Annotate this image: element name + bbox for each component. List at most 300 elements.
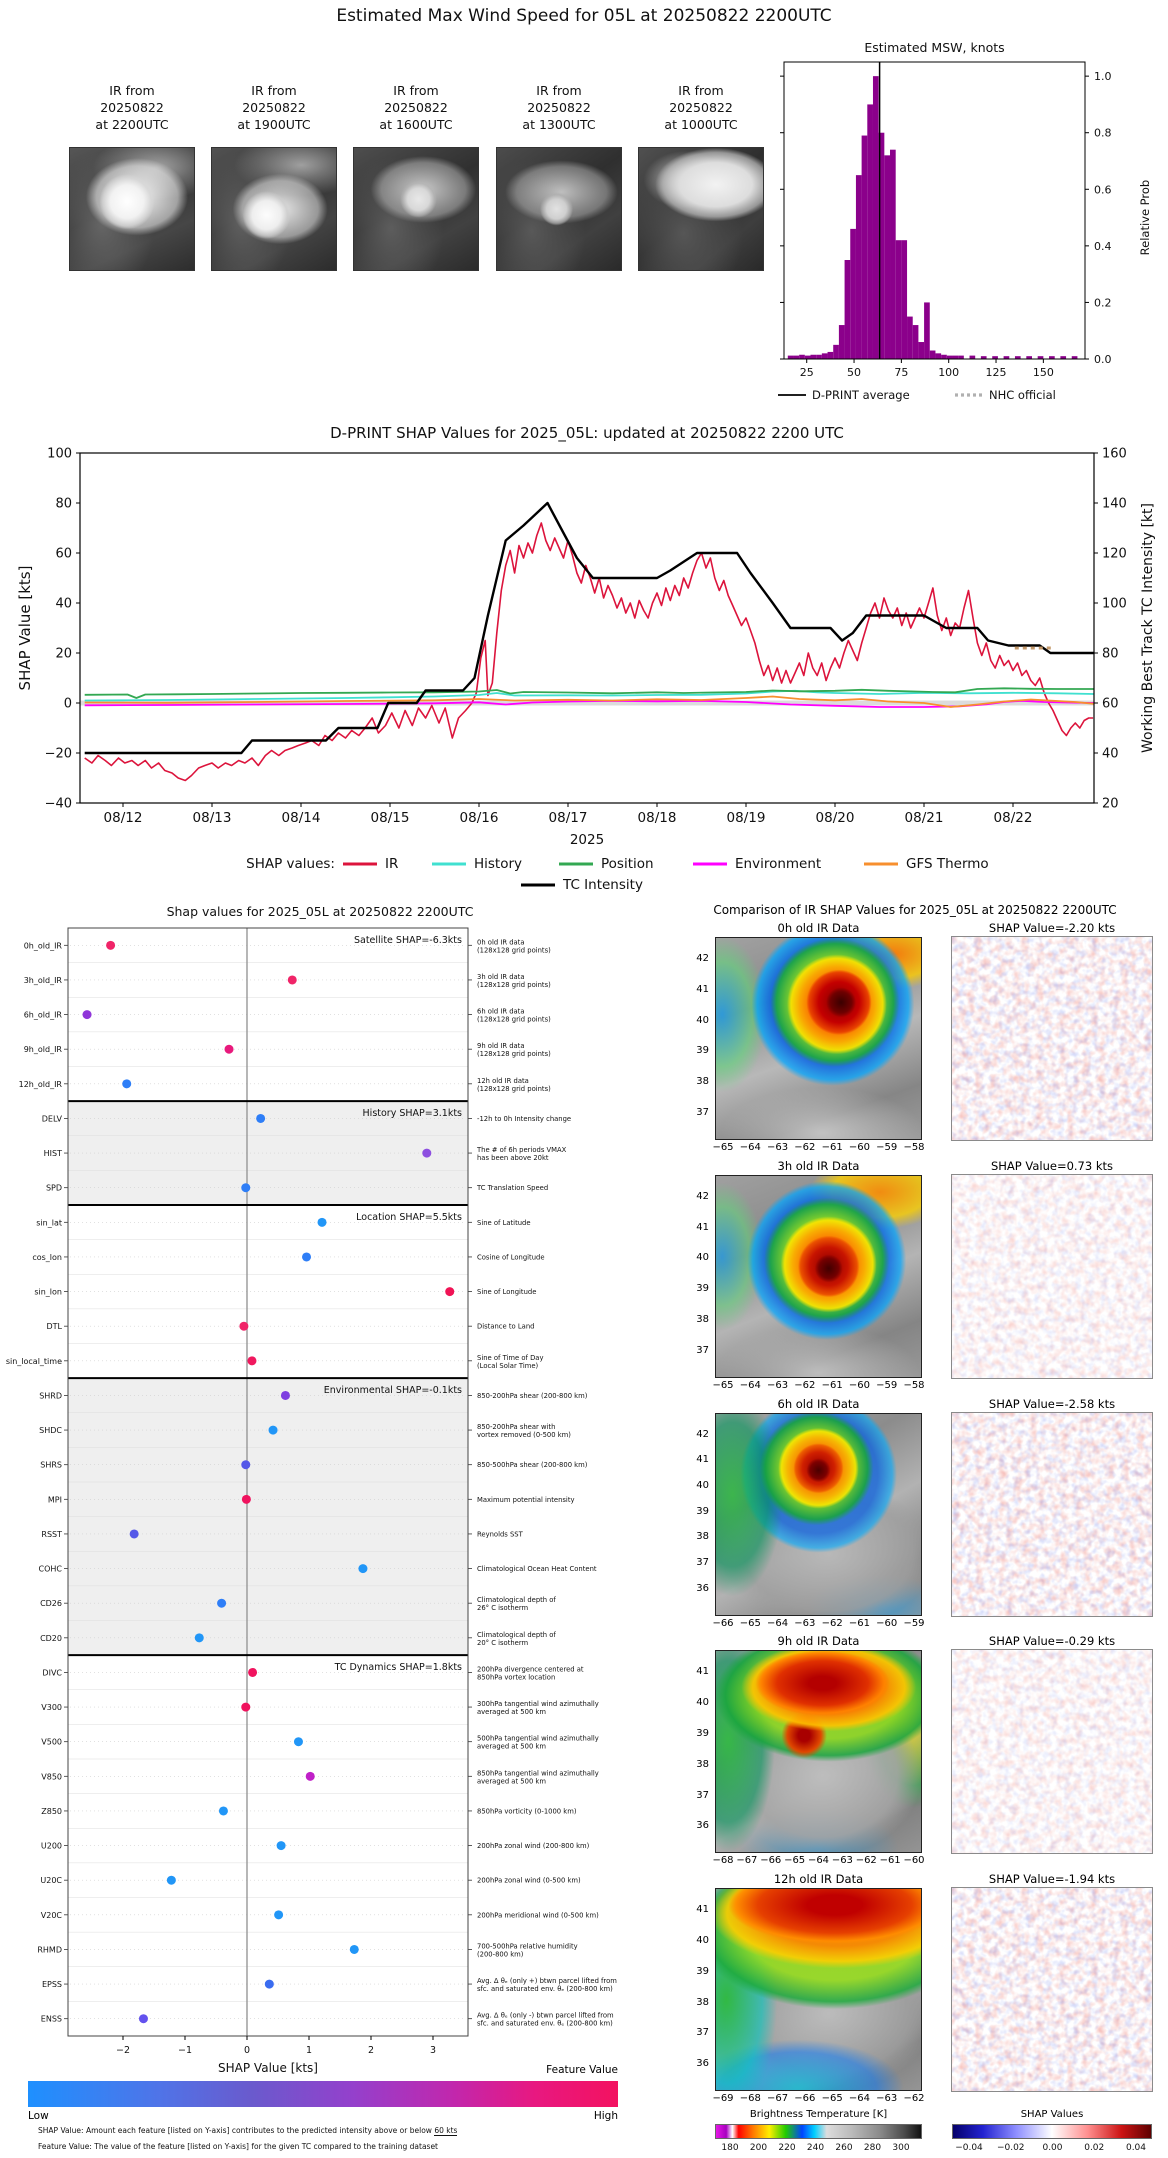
feature-description: Sine of Longitude	[477, 1288, 537, 1297]
feature-label: CD26	[40, 1599, 62, 1609]
feature-description: 300hPa tangential wind azimuthally averaged at 500 km	[477, 1700, 599, 1717]
feature-description: Reynolds SST	[477, 1530, 523, 1539]
shap-colorbar-label: SHAP Values	[1020, 2109, 1084, 2120]
left-tick-label: 80	[55, 496, 72, 512]
histogram-bar	[873, 76, 879, 359]
shap-map-title: SHAP Value=-0.29 kts	[988, 1634, 1116, 1649]
right-tick-label: 60	[1102, 696, 1119, 712]
shap-dot-V500	[294, 1737, 303, 1746]
ir-map-title: 3h old IR Data	[777, 1158, 860, 1173]
feature-label: sin_lon	[34, 1287, 62, 1297]
shap-map	[952, 1888, 1152, 2091]
lat-tick-label: 40	[696, 1014, 709, 1026]
lat-tick-label: 39	[696, 1505, 709, 1517]
histogram-bar	[816, 355, 822, 359]
feature-description: 6h old IR data (128x128 grid points)	[477, 1007, 551, 1024]
feature-label: RSST	[41, 1529, 62, 1539]
feature-description: 200hPa zonal wind (200-800 km)	[477, 1842, 590, 1851]
feature-description: Climatological depth of 26° C isotherm	[477, 1596, 556, 1613]
shap-dot-ENSS	[139, 2014, 148, 2023]
blue-noise	[952, 1888, 1152, 2091]
section-header: Satellite SHAP=-6.3kts	[353, 935, 462, 946]
blue-noise	[952, 1175, 1152, 1378]
histogram-bar	[958, 356, 964, 359]
feature-label: DTL	[46, 1322, 62, 1332]
lon-tick-label: −64	[739, 1379, 761, 1391]
ir-thumbnail-label-line: at 1000UTC	[664, 117, 738, 132]
timeseries-title: D-PRINT SHAP Values for 2025_05L: updated at 20250822 2200 UTC	[330, 424, 844, 442]
colorbar-low-label: Low	[28, 2110, 49, 2122]
lon-tick-label: −69	[712, 2093, 734, 2105]
x-tick-label: 2	[367, 2045, 375, 2056]
ir-map-title: 9h old IR Data	[777, 1634, 860, 1649]
shap-dot-COHC	[358, 1564, 367, 1573]
lon-tick-label: −61	[821, 1142, 843, 1153]
feature-label: V500	[41, 1737, 62, 1747]
shap-dot-SPD	[241, 1183, 250, 1192]
shap-noise-field	[952, 1650, 1152, 1853]
histogram-bar	[799, 355, 805, 359]
shap-dot-Z850	[219, 1806, 228, 1815]
series-line-TC-Intensity	[85, 503, 1096, 753]
histogram-bar	[805, 356, 811, 359]
shap-map	[952, 1175, 1152, 1378]
y-tick-label: 0.2	[1094, 296, 1112, 310]
ir-thumbnail-label-line: 20250822	[527, 100, 591, 115]
x-tick-label: −2	[115, 2045, 131, 2056]
lat-tick-label: 36	[696, 1582, 709, 1594]
colorbar-high-label: High	[593, 2110, 618, 2122]
lon-tick-label: −65	[712, 1142, 734, 1153]
legend-label-GFS-Thermo: GFS Thermo	[906, 856, 989, 872]
histogram-bar	[970, 356, 976, 359]
x-tick-label: 08/17	[548, 810, 588, 826]
lat-tick-label: 37	[696, 1107, 709, 1118]
ir-thumbnail-label-line: 20250822	[242, 100, 306, 115]
section-header: History SHAP=3.1kts	[362, 1108, 462, 1120]
histogram-bar	[839, 325, 845, 359]
ir-map	[715, 1650, 922, 1853]
ir-map	[715, 1175, 922, 1378]
shap-colorbar-tick: −0.04	[955, 2143, 983, 2153]
x-tick-label: 08/19	[726, 810, 766, 826]
feature-description: Cosine of Longitude	[477, 1253, 545, 1262]
shap-colorbar-tick: 0.00	[1042, 2143, 1063, 2153]
feature-label: ENSS	[40, 2014, 62, 2024]
lon-tick-label: −65	[784, 1855, 806, 1867]
histogram-bar	[935, 353, 941, 359]
noise-group	[952, 1888, 1152, 2091]
ir-thumbnail-label-line: IR from	[251, 83, 297, 98]
lon-tick-label: −64	[807, 1855, 830, 1867]
lon-tick-label: −60	[848, 1142, 870, 1153]
lat-tick-label: 42	[696, 1428, 709, 1440]
series-line-IR	[85, 523, 1093, 781]
lat-tick-label: 37	[696, 1344, 709, 1356]
shap-dot-DTL	[239, 1322, 248, 1331]
shap-dot-CD26	[217, 1599, 226, 1608]
lon-tick-label: −62	[794, 1379, 816, 1391]
lon-tick-label: −64	[739, 1142, 761, 1153]
shap-map-title: SHAP Value=0.73 kts	[990, 1158, 1114, 1173]
ir-map	[715, 1413, 922, 1616]
histogram-bar	[867, 104, 873, 359]
feature-description: -12h to 0h Intensity change	[477, 1114, 572, 1123]
lon-tick-label: −65	[821, 2093, 843, 2105]
bt-colorbar-tick: 220	[778, 2143, 796, 2153]
y-axis-label: Relative Prob	[1138, 179, 1152, 256]
lat-tick-label: 38	[696, 1996, 709, 2008]
feature-label: COHC	[38, 1564, 62, 1574]
right-tick-label: 120	[1102, 546, 1127, 562]
shap-noise-field	[952, 1175, 1152, 1378]
x-tick-label: 100	[938, 366, 960, 379]
feature-label: DIVC	[42, 1668, 62, 1678]
histogram-bar	[941, 355, 947, 359]
feature-label: CD20	[40, 1633, 62, 1643]
left-tick-label: 20	[55, 646, 72, 662]
y-tick-label: 0.6	[1094, 183, 1112, 197]
shap-dot-sin_local_time	[247, 1356, 256, 1365]
legend-label-History: History	[474, 856, 523, 872]
y-tick-label: 0.0	[1094, 353, 1112, 366]
shap-dot-HIST	[422, 1149, 431, 1158]
lon-tick-label: −60	[848, 1379, 870, 1391]
x-tick-label: 08/14	[281, 810, 321, 826]
lon-tick-label: −68	[739, 2093, 761, 2105]
bt-colorbar-label: Brightness Temperature [K]	[749, 2109, 888, 2120]
histogram-bar	[793, 356, 799, 359]
x-axis-label: SHAP Value [kts]	[218, 2061, 318, 2075]
feature-description: 200hPa meridional wind (0-500 km)	[477, 1911, 599, 1920]
shap-dot-RHMD	[350, 1945, 359, 1954]
lon-tick-label: −62	[903, 2093, 925, 2105]
lat-tick-label: 39	[696, 1728, 709, 1739]
histogram-bar	[822, 353, 828, 359]
lon-tick-label: −63	[767, 1379, 789, 1391]
lon-tick-label: −61	[879, 1855, 901, 1867]
lat-tick-label: 41	[696, 983, 709, 995]
lon-tick-label: −59	[876, 1142, 898, 1153]
left-tick-label: 40	[55, 596, 72, 612]
feature-label: SHRD	[39, 1391, 62, 1401]
lon-tick-label: −60	[876, 1617, 898, 1629]
footnote-shap-value: SHAP Value: Amount each feature [listed on Y-axis] contributes to the predicted intensity above or below 60 kts	[38, 2126, 458, 2135]
ir-thumbnail-image	[69, 147, 195, 271]
ir-thumbnail-label	[211, 82, 337, 133]
x-tick-label: 08/13	[192, 810, 232, 826]
histogram-bar	[884, 155, 890, 359]
x-axis-label: 2025	[569, 832, 605, 848]
lat-tick-label: 42	[696, 953, 709, 964]
shap-dot-SHDC	[269, 1426, 278, 1435]
bt-colorbar-tick: 280	[863, 2143, 882, 2153]
shap-dot-3h_old_IR	[288, 975, 297, 984]
ir-thumbnail-label-line: at 1300UTC	[522, 117, 596, 132]
lat-tick-label: 38	[696, 1314, 709, 1325]
shap-dot-U20C	[167, 1876, 176, 1885]
histogram-bar	[845, 260, 851, 359]
feature-description: 200hPa zonal wind (0-500 km)	[477, 1876, 581, 1885]
feature-label: HIST	[43, 1149, 62, 1159]
x-tick-label: −1	[177, 2045, 193, 2056]
feature-label: 0h_old_IR	[23, 941, 62, 951]
lat-tick-label: 39	[696, 1283, 709, 1295]
feature-description: Maximum potential intensity	[477, 1495, 575, 1504]
shap-dot-V850	[306, 1772, 315, 1781]
shap-dot-V20C	[274, 1910, 283, 1919]
histogram-bar	[811, 355, 817, 359]
noise-group	[952, 937, 1152, 1140]
ir-thumbnail-label	[69, 82, 195, 133]
lat-tick-label: 41	[696, 1666, 709, 1678]
right-axis-label: Working Best Track TC Intensity [kt]	[1140, 503, 1156, 753]
lon-tick-label: −68	[712, 1855, 734, 1867]
right-tick-label: 20	[1102, 796, 1119, 812]
ir-map-title: 0h old IR Data	[777, 921, 860, 935]
ir-map-title: 12h old IR Data	[773, 1872, 864, 1887]
feature-description: 500hPa tangential wind azimuthally averaged at 500 km	[477, 1734, 599, 1751]
feature-description: Sine of Latitude	[477, 1218, 531, 1227]
lat-tick-label: 40	[696, 1697, 709, 1709]
lon-tick-label: −61	[848, 1617, 870, 1629]
feature-description: 9h old IR data (128x128 grid points)	[477, 1042, 551, 1059]
ir-thumbnail-label-line: at 1900UTC	[237, 117, 311, 132]
y-tick-label: 0.8	[1094, 126, 1112, 140]
right-tick-label: 80	[1102, 646, 1119, 662]
lon-tick-label: −64	[848, 2093, 870, 2105]
feature-description: 200hPa divergence centered at 850hPa vortex location	[477, 1665, 584, 1682]
lat-tick-label: 41	[696, 1454, 709, 1466]
feature-label: RHMD	[37, 1945, 62, 1955]
noise-group	[952, 1413, 1152, 1616]
lon-tick-label: −59	[876, 1379, 898, 1391]
lon-tick-label: −67	[736, 1855, 758, 1867]
lon-tick-label: −65	[712, 1379, 734, 1391]
lat-tick-label: 42	[696, 1190, 709, 1202]
y-tick-label: 0.4	[1094, 239, 1112, 253]
ir-thumbnail-label	[496, 82, 622, 133]
shap-dot-CD20	[195, 1633, 204, 1642]
x-tick-label: 25	[799, 366, 814, 379]
lat-tick-label: 38	[696, 1076, 709, 1088]
lat-tick-label: 36	[696, 2058, 709, 2070]
ir-thumbnail-label-line: IR from	[393, 83, 439, 98]
x-tick-label: 50	[847, 366, 862, 379]
lat-tick-label: 41	[696, 1221, 709, 1233]
histogram-bar	[930, 351, 936, 359]
shap-dot-0h_old_IR	[106, 941, 115, 950]
shap-noise-field	[952, 1413, 1152, 1616]
feature-label: MPI	[47, 1495, 62, 1505]
lon-tick-label: −62	[821, 1617, 843, 1629]
lon-tick-label: −58	[903, 1142, 925, 1153]
feature-value-colorbar-label: Feature Value	[546, 2064, 618, 2076]
left-tick-label: −40	[44, 796, 72, 812]
feature-description: 3h old IR data (128x128 grid points)	[477, 972, 551, 989]
ir-thumbnail-label-line: at 2200UTC	[95, 117, 169, 132]
shap-dot-SHRS	[241, 1460, 250, 1469]
x-tick-label: 08/20	[815, 810, 855, 826]
histogram-bar	[952, 356, 958, 359]
legend-label-nhc: NHC official	[989, 388, 1056, 402]
x-tick-label: 125	[985, 366, 1007, 379]
shap-dot-U200	[277, 1841, 286, 1850]
lat-tick-label: 39	[696, 1965, 709, 1977]
lon-tick-label: −66	[794, 2093, 816, 2105]
feature-description: 850-500hPa shear (200-800 km)	[477, 1461, 588, 1470]
lon-tick-label: −63	[876, 2093, 898, 2105]
lat-tick-label: 37	[696, 1789, 709, 1801]
shap-colorbar-tick: −0.02	[996, 2143, 1025, 2153]
feature-description: 850-200hPa shear (200-800 km)	[477, 1391, 588, 1400]
shap-dot-EPSS	[265, 1980, 274, 1989]
legend-label-TC-Intensity: TC Intensity	[563, 877, 643, 892]
feature-label: EPSS	[41, 1980, 62, 1990]
lon-tick-label: −65	[739, 1617, 761, 1629]
histogram-bar	[890, 150, 896, 359]
blue-noise	[952, 937, 1152, 1140]
feature-description: 0h old IR data (128x128 grid points)	[477, 938, 551, 955]
lat-tick-label: 41	[696, 1904, 709, 1916]
ir-thumbnail-label	[353, 82, 479, 133]
bt-colorbar-tick: 240	[806, 2143, 825, 2153]
shap-dotplot	[0, 900, 660, 2090]
dotplot-title: Shap values for 2025_05L at 20250822 2200UTC	[166, 904, 474, 919]
lat-tick-label: 39	[696, 1045, 709, 1057]
histogram-bar	[918, 342, 924, 359]
lon-tick-label: −62	[794, 1142, 816, 1153]
legend-label-IR: IR	[385, 856, 399, 872]
bt-colorbar-tick: 260	[835, 2143, 853, 2153]
bt-colorbar	[715, 2124, 922, 2139]
shap-dot-sin_lat	[318, 1218, 327, 1227]
x-tick-label: 75	[894, 366, 909, 379]
lon-tick-label: −66	[712, 1617, 734, 1629]
feature-label: U20C	[40, 1876, 62, 1886]
feature-label: 3h_old_IR	[23, 975, 62, 985]
shap-dot-9h_old_IR	[225, 1045, 234, 1054]
ir-map	[715, 1888, 922, 2091]
feature-label: sin_lat	[36, 1218, 62, 1228]
ir-thumbnail-image	[496, 147, 622, 271]
feature-label: V300	[41, 1703, 62, 1713]
shap-map-title: SHAP Value=-2.58 kts	[988, 1396, 1116, 1411]
left-tick-label: −20	[44, 746, 72, 762]
x-tick-label: 08/15	[370, 810, 410, 826]
x-tick-label: 1	[305, 2045, 313, 2056]
shap-dot-MPI	[242, 1495, 251, 1504]
msw-histogram	[700, 36, 1168, 420]
shap-map-title: SHAP Value=-2.20 kts	[988, 921, 1116, 935]
x-tick-label: 08/16	[459, 810, 499, 826]
comparison-title: Comparison of IR SHAP Values for 2025_05L at 20250822 2200UTC	[713, 903, 1117, 917]
x-tick-label: 08/18	[637, 810, 677, 826]
ir-thumbnail-label-line: 20250822	[100, 100, 164, 115]
blue-noise	[952, 1413, 1152, 1616]
ir-thumbnail-label-line: at 1600UTC	[379, 117, 453, 132]
feature-label: Z850	[41, 1806, 62, 1816]
shap-dot-cos_lon	[302, 1252, 311, 1261]
lat-tick-label: 40	[696, 1935, 709, 1946]
ir-thumbnail-label-line: IR from	[678, 83, 724, 98]
lon-tick-label: −63	[794, 1617, 816, 1629]
legend-label-Environment: Environment	[735, 856, 822, 872]
feature-description: Distance to Land	[477, 1322, 535, 1331]
section-header: Location SHAP=5.5kts	[356, 1212, 462, 1223]
shap-dot-SHRD	[281, 1391, 290, 1400]
feature-description: Avg. Δ θₑ (only -) btwn parcel lifted from sfc. and saturated env. θₑ (200-800 km)	[477, 2011, 614, 2028]
left-tick-label: 60	[55, 546, 72, 562]
bt-colorbar-tick: 200	[749, 2143, 768, 2153]
lat-tick-label: 37	[696, 1556, 709, 1568]
right-tick-label: 40	[1102, 746, 1119, 762]
left-tick-label: 0	[63, 696, 72, 712]
legend-label-Position: Position	[601, 856, 654, 872]
shap-colorbar-tick: 0.02	[1084, 2143, 1105, 2153]
histogram-bar	[901, 240, 907, 359]
histogram-bar	[947, 356, 953, 359]
feature-description: The # of 6h periods VMAX has been above 20kt	[477, 1146, 567, 1163]
lon-tick-label: −66	[760, 1855, 782, 1867]
feature-label: 6h_old_IR	[23, 1010, 62, 1020]
lat-tick-label: 38	[696, 1531, 709, 1543]
histogram-bar	[924, 302, 930, 359]
lon-tick-label: −64	[767, 1617, 789, 1629]
shap-dot-6h_old_IR	[83, 1010, 92, 1019]
x-tick-label: 08/12	[103, 810, 143, 826]
shap-dot-V300	[241, 1703, 250, 1712]
shap-dot-12h_old_IR	[122, 1079, 131, 1088]
x-tick-label: 08/21	[904, 810, 944, 826]
legend-title: SHAP values:	[246, 856, 335, 872]
ir-thumbnail-label-line: IR from	[109, 83, 155, 98]
feature-label: 9h_old_IR	[23, 1045, 62, 1055]
ir-thumbnail-label-line: 20250822	[669, 100, 733, 115]
left-axis-label: SHAP Value [kts]	[16, 565, 34, 691]
shap-map	[952, 937, 1152, 1140]
shap-noise-field	[952, 1888, 1152, 2091]
lon-tick-label: −67	[767, 2093, 789, 2105]
lon-tick-label: −63	[831, 1855, 853, 1867]
shap-noise-field	[952, 937, 1152, 1140]
page-title: Estimated Max Wind Speed for 05L at 20250822 2200UTC	[336, 6, 832, 26]
lat-tick-label: 38	[696, 1758, 709, 1770]
ir-thumbnail-image	[353, 147, 479, 271]
histogram-bar	[856, 175, 862, 359]
x-tick-label: 150	[1032, 366, 1054, 379]
legend-label-avg: D-PRINT average	[812, 388, 910, 402]
left-tick-label: 100	[47, 446, 72, 462]
lat-tick-label: 40	[696, 1252, 709, 1264]
lon-tick-label: −58	[903, 1379, 925, 1391]
histogram-frame	[784, 62, 1085, 359]
bt-colorbar-tick: 180	[721, 2143, 739, 2153]
blue-noise	[952, 1650, 1152, 1853]
histogram-bar	[788, 356, 794, 359]
lon-tick-label: −62	[855, 1855, 877, 1867]
feature-label: U200	[40, 1841, 62, 1851]
ir-thumbnail-image	[211, 147, 337, 271]
feature-label: SPD	[45, 1183, 62, 1193]
right-tick-label: 140	[1102, 496, 1127, 512]
lon-tick-label: −60	[903, 1855, 925, 1867]
shap-dot-sin_lon	[445, 1287, 454, 1296]
noise-group	[952, 1650, 1152, 1853]
lat-tick-label: 36	[696, 1820, 709, 1832]
feature-label: SHDC	[39, 1426, 62, 1436]
shap-colorbar	[952, 2124, 1152, 2139]
